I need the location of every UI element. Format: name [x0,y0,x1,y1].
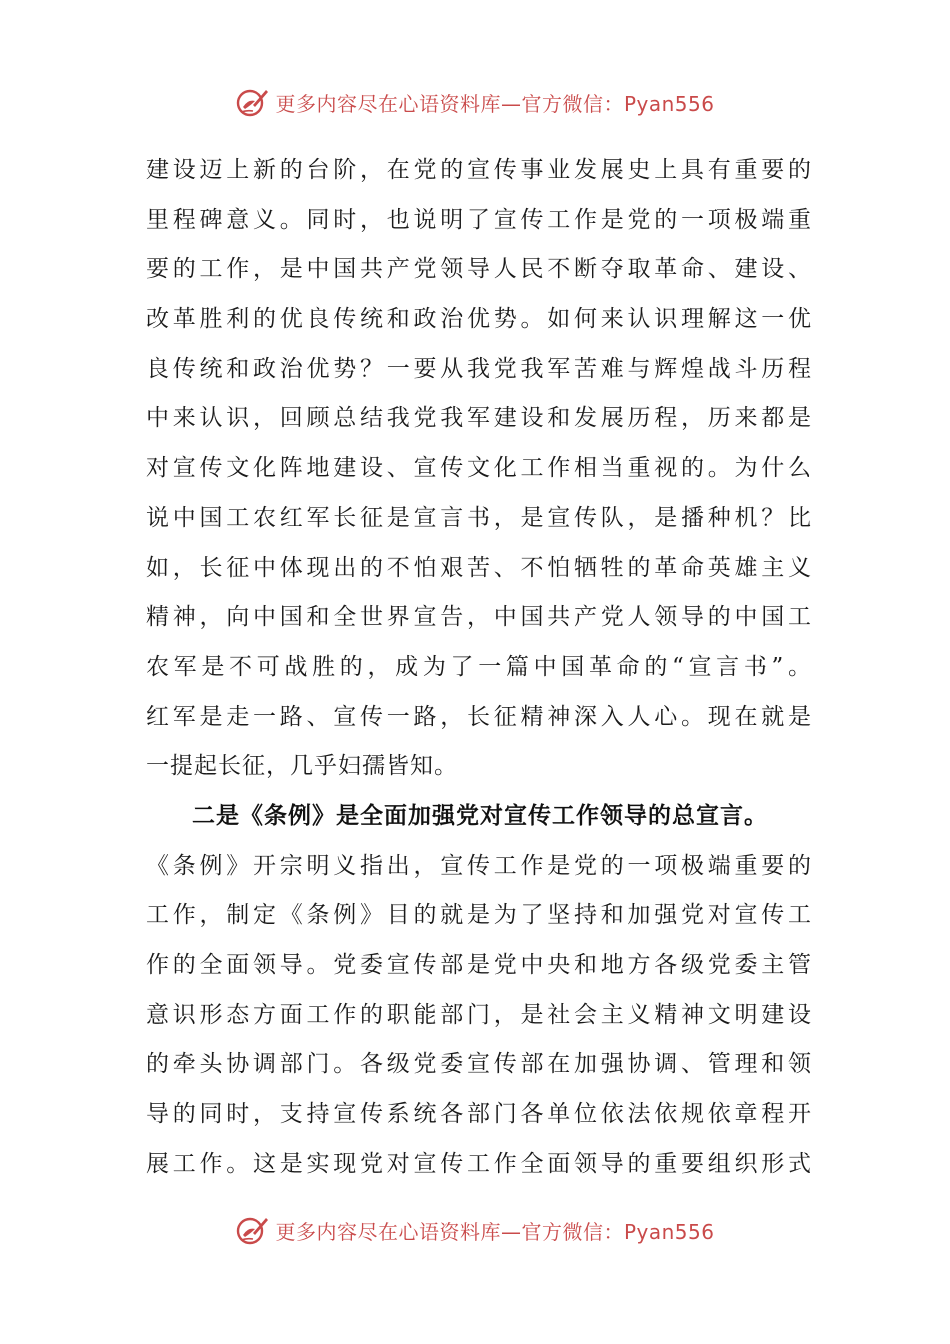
header-watermark [0,82,950,122]
watermark-text: 更多内容尽在心语资料库—官方微信：Pyan556 [275,91,715,116]
paragraph-line: 中来认识，回顾总结我党我军建设和发展历程，历来都是 [146,405,811,432]
paragraph-line: 说中国工农红军长征是宣言书，是宣传队，是播种机？比 [146,504,811,531]
paragraph-line: 的牵头协调部门。各级党委宣传部在加强协调、管理和领 [146,1051,811,1078]
paragraph-line: 一提起长征，几乎妇孺皆知。 [146,753,458,780]
paragraph-line: 意识形态方面工作的职能部门，是社会主义精神文明建设 [146,1001,811,1028]
paragraph-line: 《条例》开宗明义指出，宣传工作是党的一项极端重要的 [146,852,811,879]
paragraph-line: 良传统和政治优势？一要从我党我军苦难与辉煌战斗历程 [146,355,811,382]
document-body [146,146,811,1189]
paragraph-line: 改革胜利的优良传统和政治优势。如何来认识理解这一优 [146,306,811,333]
paragraph-line: 作的全面领导。党委宣传部是党中央和地方各级党委主管 [146,952,811,978]
paragraph-line: 导的同时，支持宣传系统各部门各单位依法依规依章程开 [146,1101,811,1128]
paragraph-line: 展工作。这是实现党对宣传工作全面领导的重要组织形式 [146,1150,811,1177]
paragraph-line: 红军是走一路、宣传一路，长征精神深入人心。现在就是 [146,703,811,730]
watermark-text: 更多内容尽在心语资料库—官方微信：Pyan556 [275,1219,715,1244]
pen-logo-icon [235,1213,269,1247]
paragraph-line: 精神，向中国和全世界宣告，中国共产党人领导的中国工 [146,604,811,631]
paragraph-line: 要的工作，是中国共产党领导人民不断夺取革命、建设、 [146,256,811,283]
paragraph-line: 里程碑意义。同时，也说明了宣传工作是党的一项极端重 [146,206,811,233]
footer-watermark [0,1210,950,1250]
paragraph-line: 对宣传文化阵地建设、宣传文化工作相当重视的。为什么 [146,455,811,482]
paragraph-line: 如，长征中体现出的不怕艰苦、不怕牺牲的革命英雄主义 [146,554,811,581]
section-heading: 二是《条例》是全面加强党对宣传工作领导的总宣言。 [192,802,768,829]
paragraph-line: 建设迈上新的台阶，在党的宣传事业发展史上具有重要的 [146,157,811,183]
pen-logo-icon [235,85,269,119]
paragraph-line: 农军是不可战胜的，成为了一篇中国革命的“宣言书”。 [146,653,811,680]
paragraph-line: 工作，制定《条例》目的就是为了坚持和加强党对宣传工 [146,902,811,929]
